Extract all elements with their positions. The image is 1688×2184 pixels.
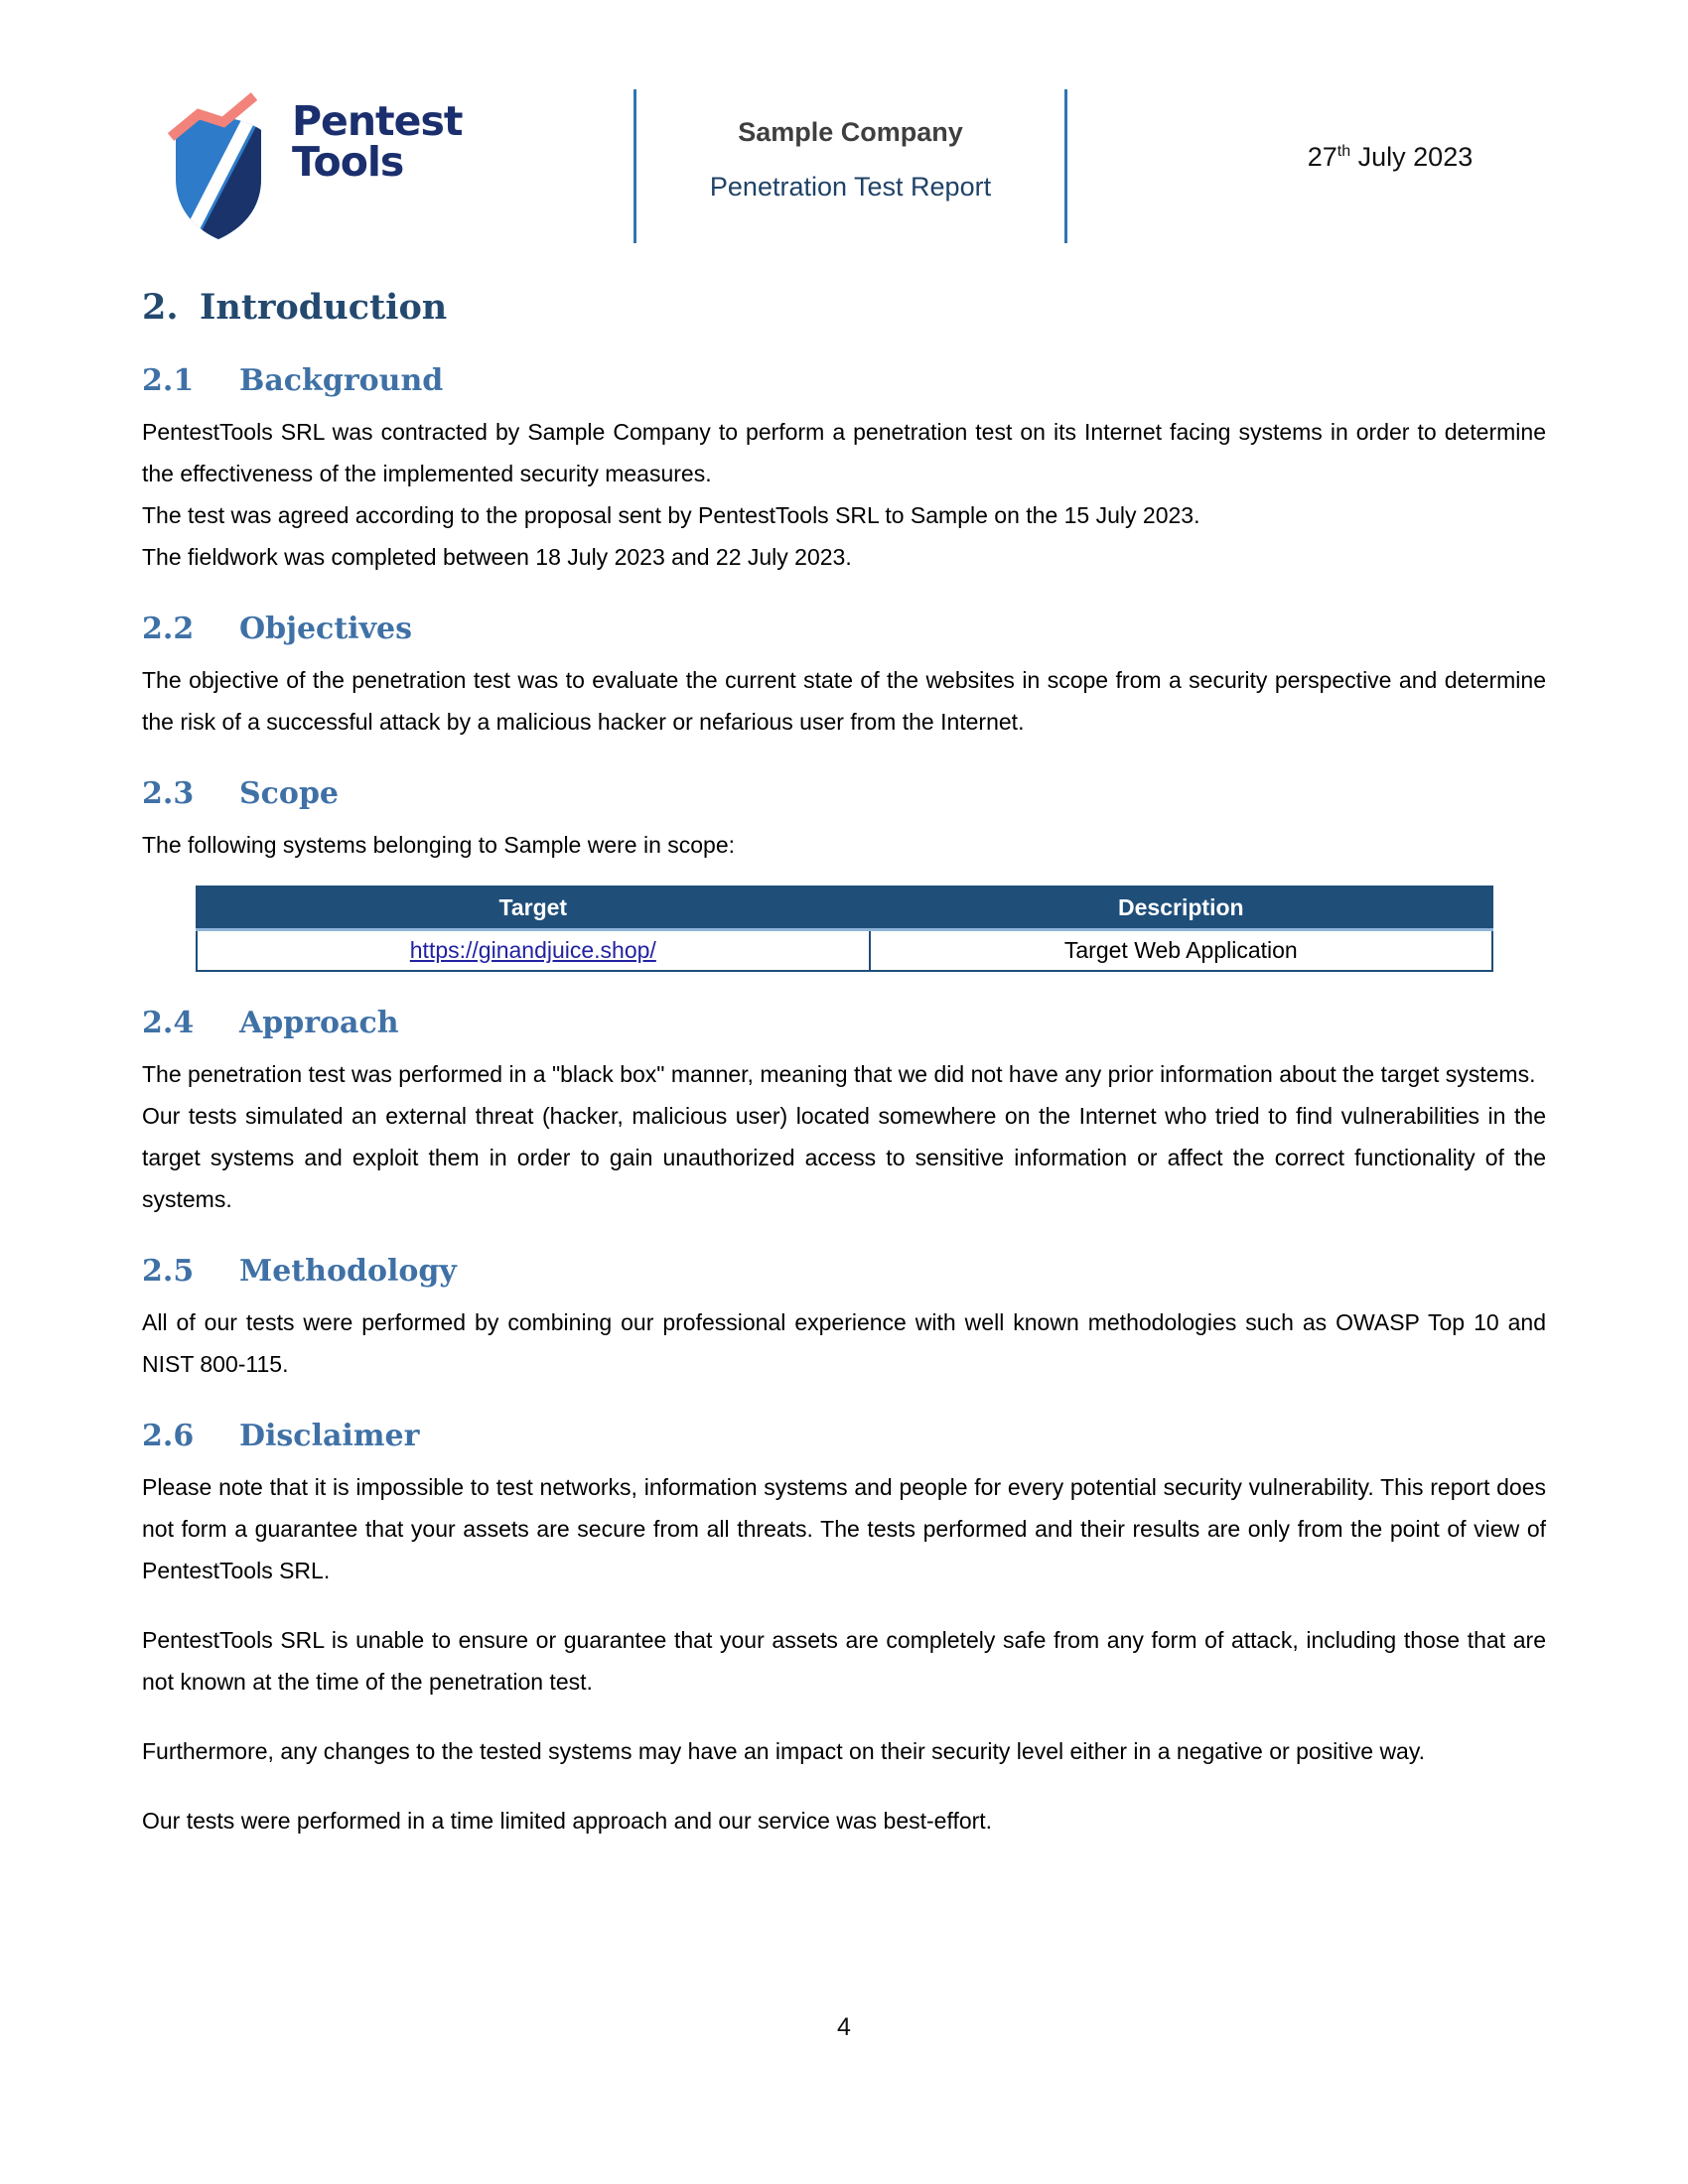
disclaimer-paragraph-3: Furthermore, any changes to the tested systems may have an impact on their security level either in a negative or positive way. bbox=[142, 1738, 1426, 1764]
section-title: Background bbox=[239, 363, 444, 398]
report-date bbox=[1226, 142, 1554, 173]
scope-table-header-description: Description bbox=[870, 887, 1491, 930]
section-introduction-heading bbox=[142, 286, 1546, 330]
header-center-block bbox=[636, 117, 1064, 203]
section-background-heading bbox=[142, 361, 1546, 401]
scope-target-cell bbox=[197, 930, 871, 972]
report-date-ordinal: th bbox=[1336, 143, 1351, 160]
section-number: 2.4 bbox=[142, 1006, 195, 1040]
scope-table-header-row bbox=[197, 887, 1492, 930]
section-approach-heading bbox=[142, 1004, 1546, 1043]
section-number: 2.3 bbox=[142, 776, 195, 811]
approach-paragraph-1: The penetration test was performed in a "black box" manner, meaning that we did not have any prior information about the target systems. bbox=[142, 1061, 1536, 1087]
section-title: Methodology bbox=[239, 1254, 457, 1289]
report-date-day: 27 bbox=[1307, 142, 1337, 172]
section-title: Disclaimer bbox=[239, 1419, 420, 1453]
report-title: Penetration Test Report bbox=[709, 172, 992, 202]
logo-word-pentest: Pentest bbox=[292, 97, 463, 145]
pentest-tools-logo bbox=[159, 87, 462, 246]
header-divider-right bbox=[1064, 89, 1067, 243]
section-disclaimer-heading bbox=[142, 1417, 1546, 1456]
table-row bbox=[197, 930, 1492, 972]
disclaimer-paragraph-1: Please note that it is impossible to test networks, information systems and people for every potential security vulnerability. This report does not form a guarantee that your assets are secure from all threats. The tests performed and their results are only from the point of view of PentestTools SRL. bbox=[142, 1474, 1546, 1583]
logo-wordmark bbox=[292, 97, 463, 186]
document-body bbox=[142, 286, 1546, 1842]
section-number: 2.2 bbox=[142, 612, 195, 646]
scope-description-cell: Target Web Application bbox=[870, 930, 1491, 972]
section-title: Objectives bbox=[239, 612, 412, 646]
section-number: 2.5 bbox=[142, 1254, 195, 1289]
scope-table bbox=[196, 886, 1493, 972]
disclaimer-paragraph-2: PentestTools SRL is unable to ensure or guarantee that your assets are completely safe from any form of attack, including those that are not known at the time of the penetration test. bbox=[142, 1627, 1546, 1695]
section-number: 2. bbox=[142, 287, 179, 328]
page-number: 4 bbox=[837, 2013, 851, 2041]
section-objectives-heading bbox=[142, 610, 1546, 649]
section-title: Approach bbox=[239, 1006, 399, 1040]
section-number: 2.1 bbox=[142, 363, 195, 398]
section-number: 2.6 bbox=[142, 1419, 195, 1453]
logo-word-tools: Tools bbox=[292, 138, 404, 186]
scope-paragraph-1: The following systems belonging to Sample were in scope: bbox=[142, 832, 736, 858]
background-paragraph-2: The test was agreed according to the proposal sent by PentestTools SRL to Sample on the 15 July 2023. bbox=[142, 502, 1200, 528]
scope-target-link[interactable]: https://ginandjuice.shop/ bbox=[409, 937, 656, 963]
background-paragraph-1: PentestTools SRL was contracted by Sample Company to perform a penetration test on its Internet facing systems in order to determine the effectiveness of the implemented security measures. bbox=[142, 419, 1546, 486]
objectives-paragraph-1: The objective of the penetration test was to evaluate the current state of the websites in scope from a security perspective and determine the risk of a successful attack by a malicious hacker or nefarious user from the Internet. bbox=[142, 667, 1546, 735]
section-scope-heading bbox=[142, 774, 1546, 814]
scope-table-header-target: Target bbox=[197, 887, 871, 930]
section-methodology-heading bbox=[142, 1252, 1546, 1292]
report-date-rest: July 2023 bbox=[1350, 142, 1474, 172]
shield-logo-icon bbox=[159, 87, 278, 246]
background-paragraph-3: The fieldwork was completed between 18 July 2023 and 22 July 2023. bbox=[142, 544, 852, 570]
company-name: Sample Company bbox=[738, 117, 963, 147]
approach-paragraph-2: Our tests simulated an external threat (hacker, malicious user) located somewhere on the Internet who tried to find vulnerabilities in the target systems and exploit them in order to gain unauthorized access to sensitive information or affect the correct functionality of the systems. bbox=[142, 1103, 1546, 1212]
methodology-paragraph-1: All of our tests were performed by combining our professional experience with well known methodologies such as OWASP Top 10 and NIST 800-115. bbox=[142, 1309, 1546, 1377]
disclaimer-paragraph-4: Our tests were performed in a time limited approach and our service was best-effort. bbox=[142, 1808, 993, 1834]
section-title: Introduction bbox=[200, 287, 448, 328]
section-title: Scope bbox=[239, 776, 340, 811]
